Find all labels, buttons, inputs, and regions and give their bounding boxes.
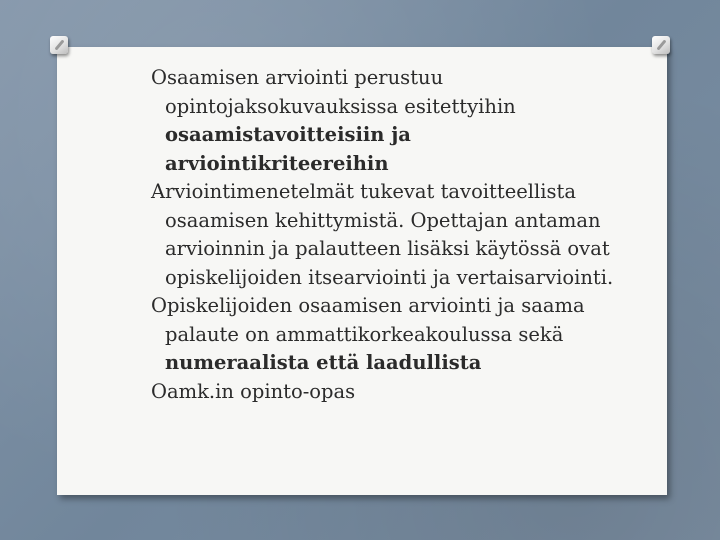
paragraph-bold-text: osaamistavoitteisiin ja arviointikriteereihin <box>165 123 411 175</box>
paragraph-text: Oamk.in opinto-opas <box>151 379 356 403</box>
paragraph-assessment-basis <box>151 64 621 178</box>
paragraph-bold-text: numeraalista että laadullista <box>165 351 482 374</box>
paragraph-source <box>151 378 621 407</box>
paragraph-text: Opiskelijoiden osaamisen arviointi ja saama palaute on ammattikorkeakoulussa sekä <box>151 294 585 346</box>
slide-body <box>151 64 621 406</box>
paragraph-feedback <box>151 292 621 378</box>
paragraph-text: Osaamisen arviointi perustuu opintojaksokuvauksissa esitettyihin <box>151 66 516 118</box>
pin-icon <box>652 36 670 54</box>
paragraph-text: Arviointimenetelmät tukevat tavoitteellista osaamisen kehittymistä. Opettajan antaman arvioinnin ja palautteen lisäksi käytössä ovat opiskelijoiden itsearviointi ja vertaisarviointi. <box>151 180 614 289</box>
paragraph-assessment-methods <box>151 178 621 292</box>
pin-icon <box>50 36 68 54</box>
